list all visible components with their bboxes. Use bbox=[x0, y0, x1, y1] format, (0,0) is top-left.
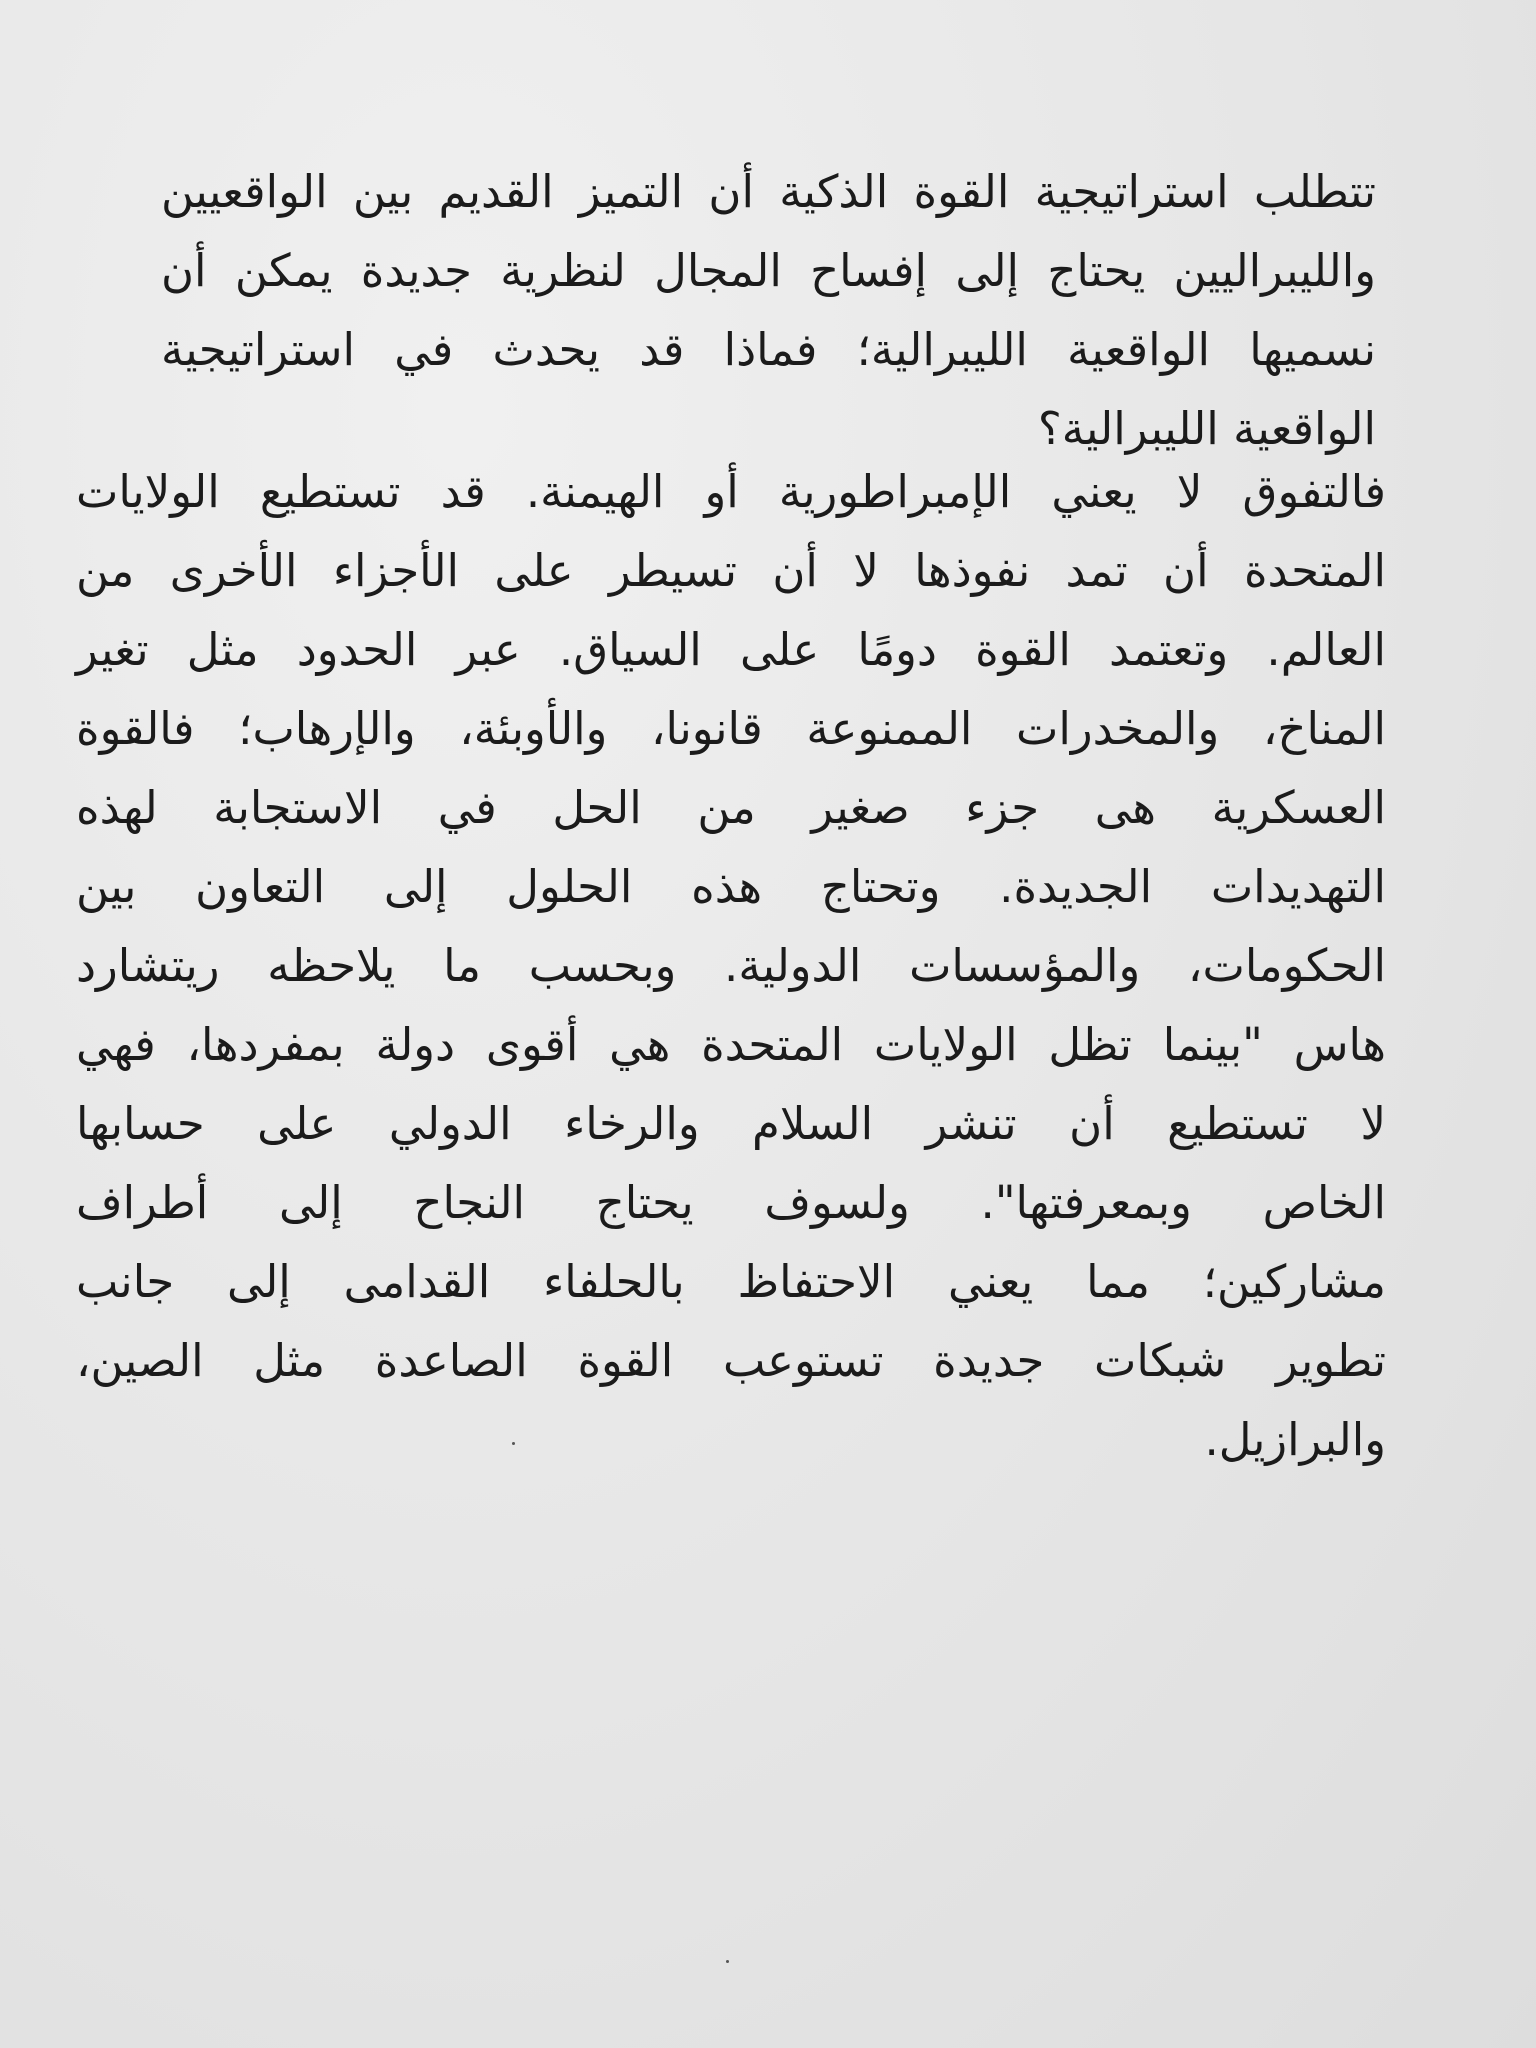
paragraph-line: لا تستطيع أن تنشر السلام والرخاء الدولي على حسابها bbox=[76, 1097, 1386, 1150]
paragraph-1 bbox=[161, 152, 1376, 468]
paragraph-line: فالتفوق لا يعني الإمبراطورية أو الهيمنة. قد تستطيع الولايات bbox=[76, 465, 1386, 518]
paragraph-line: المناخ، والمخدرات الممنوعة قانونا، والأوبئة، والإرهاب؛ فالقوة bbox=[76, 702, 1386, 755]
paragraph-2 bbox=[76, 452, 1386, 1479]
paragraph-line: والبرازيل. bbox=[1204, 1413, 1386, 1466]
paper-speck bbox=[726, 1960, 729, 1963]
paragraph-line: والليبراليين يحتاج إلى إفساح المجال لنظرية جديدة يمكن أن bbox=[161, 244, 1376, 297]
paragraph-line: مشاركين؛ مما يعني الاحتفاظ بالحلفاء القدامى إلى جانب bbox=[76, 1255, 1386, 1308]
paragraph-line: العسكرية هى جزء صغير من الحل في الاستجابة لهذه bbox=[76, 781, 1386, 834]
paragraph-line: الواقعية الليبرالية؟ bbox=[1037, 402, 1376, 455]
paragraph-line: هاس "بينما تظل الولايات المتحدة هي أقوى دولة بمفردها، فهي bbox=[76, 1018, 1386, 1071]
paragraph-line: نسميها الواقعية الليبرالية؛ فماذا قد يحدث في استراتيجية bbox=[161, 323, 1376, 376]
paragraph-line: تطوير شبكات جديدة تستوعب القوة الصاعدة مثل الصين، bbox=[76, 1334, 1386, 1387]
paper-speck bbox=[512, 1442, 515, 1445]
paragraph-line: الخاص وبمعرفتها". ولسوف يحتاج النجاح إلى أطراف bbox=[76, 1176, 1386, 1229]
paragraph-line: العالم. وتعتمد القوة دومًا على السياق. عبر الحدود مثل تغير bbox=[76, 623, 1386, 676]
paragraph-line: المتحدة أن تمد نفوذها لا أن تسيطر على الأجزاء الأخرى من bbox=[76, 544, 1386, 597]
paragraph-line: تتطلب استراتيجية القوة الذكية أن التميز القديم بين الواقعيين bbox=[161, 165, 1376, 218]
paragraph-line: التهديدات الجديدة. وتحتاج هذه الحلول إلى التعاون بين bbox=[76, 860, 1386, 913]
paragraph-line: الحكومات، والمؤسسات الدولية. وبحسب ما يلاحظه ريتشارد bbox=[76, 939, 1386, 992]
